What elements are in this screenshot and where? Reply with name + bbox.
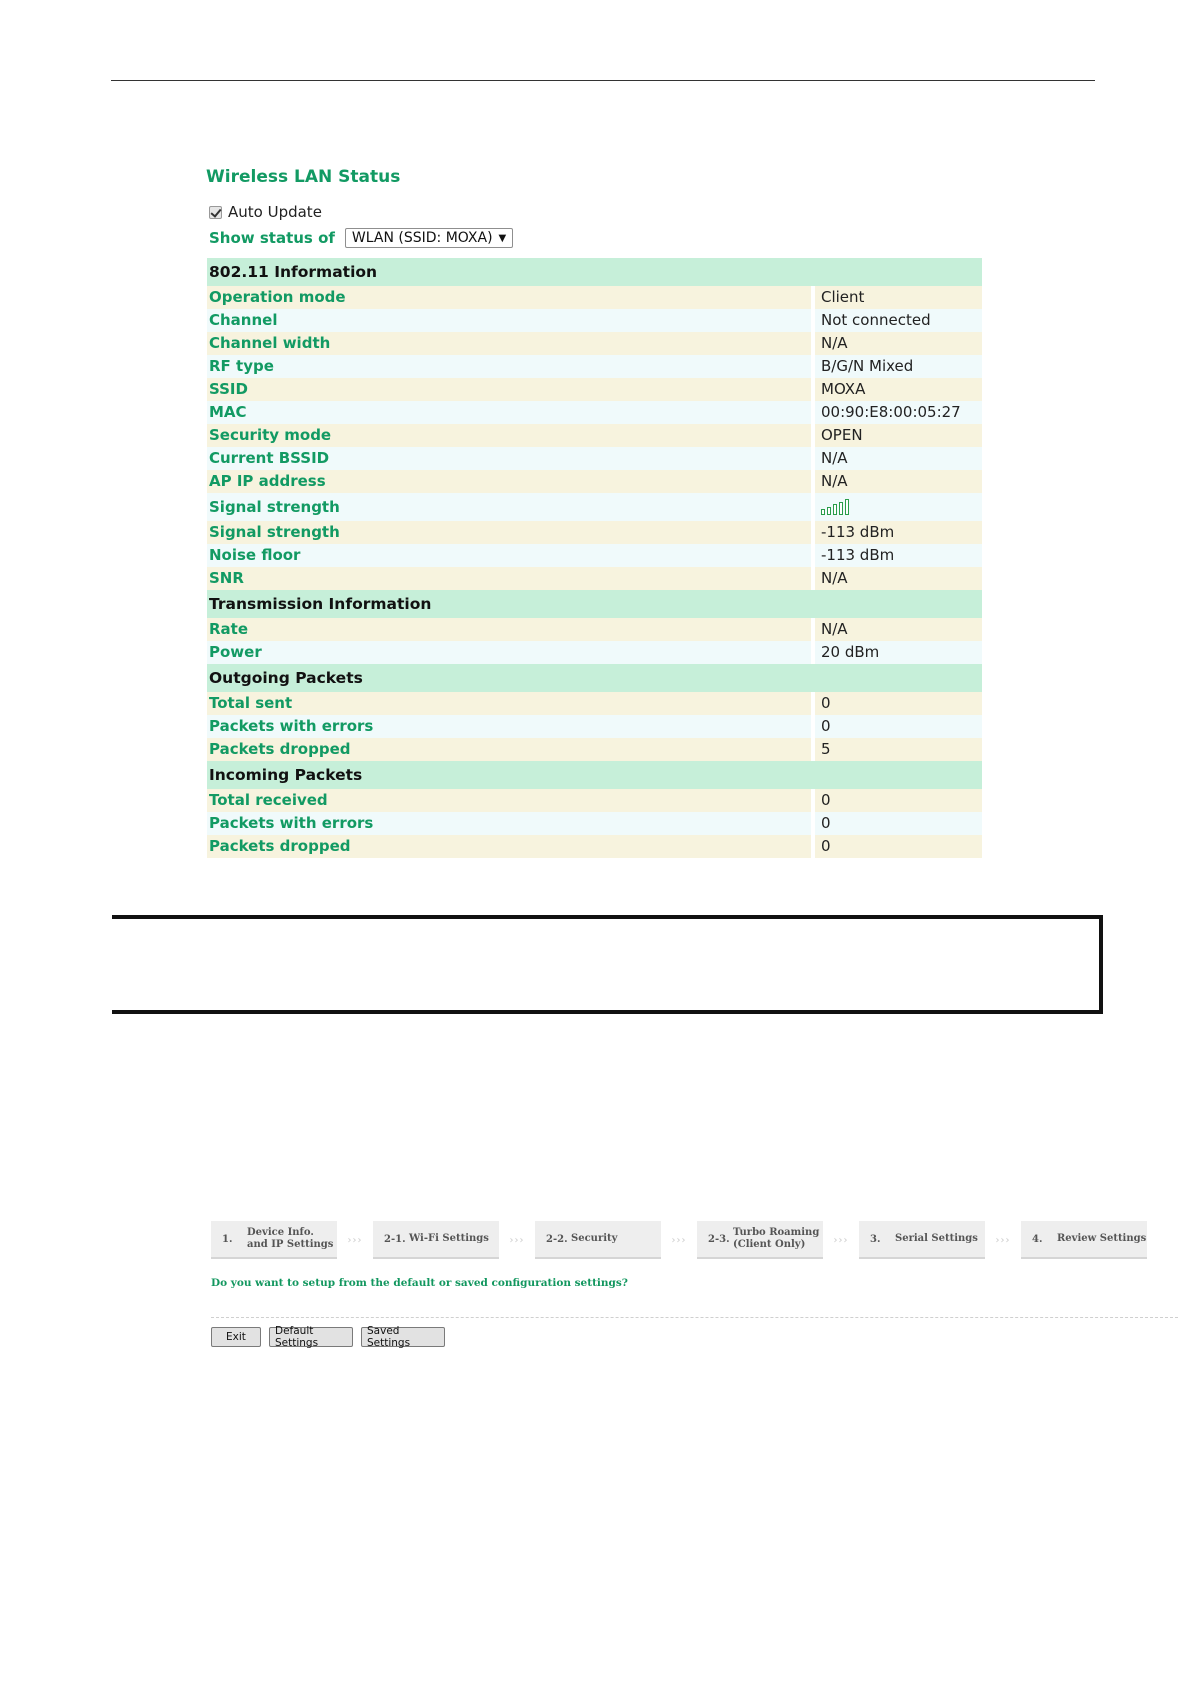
auto-update-checkbox[interactable]	[209, 206, 222, 219]
wizard-buttons	[211, 1327, 445, 1347]
show-status-row	[209, 228, 513, 248]
table-row	[207, 401, 982, 424]
row-value: 0	[813, 692, 982, 715]
wizard-step-number: 2-1.	[384, 1233, 406, 1245]
step-separator-icon: ›››	[509, 1234, 525, 1246]
row-value: MOXA	[813, 378, 982, 401]
table-row	[207, 332, 982, 355]
wizard-divider	[211, 1317, 1178, 1318]
row-value: OPEN	[813, 424, 982, 447]
row-value: 0	[813, 715, 982, 738]
step-separator-icon: ›››	[347, 1234, 363, 1246]
section-header-label: Incoming Packets	[207, 761, 982, 789]
row-key: Channel	[207, 309, 813, 332]
section-header	[207, 258, 982, 286]
row-key: Power	[207, 641, 813, 664]
wizard-step-label: Review Settings	[1057, 1233, 1147, 1244]
row-value: Client	[813, 286, 982, 309]
setup-wizard-steps	[211, 1221, 1147, 1259]
row-key: Noise floor	[207, 544, 813, 567]
section-header	[207, 664, 982, 692]
signal-bar	[827, 507, 831, 516]
wizard-step-number: 4.	[1032, 1233, 1043, 1245]
step-separator-icon: ›››	[995, 1234, 1011, 1246]
wizard-step[interactable]	[859, 1221, 985, 1259]
wizard-step-label: Turbo Roaming (Client Only)	[733, 1227, 820, 1250]
auto-update-option[interactable]	[209, 203, 322, 221]
row-value: 00:90:E8:00:05:27	[813, 401, 982, 424]
table-row	[207, 618, 982, 641]
wizard-step-label: Device Info. and IP Settings	[247, 1227, 334, 1250]
wizard-step-number: 1.	[222, 1233, 233, 1245]
row-key: Packets dropped	[207, 738, 813, 761]
row-value: 20 dBm	[813, 641, 982, 664]
table-row	[207, 378, 982, 401]
row-key: Total sent	[207, 692, 813, 715]
table-row	[207, 470, 982, 493]
wizard-step-label: Wi-Fi Settings	[409, 1233, 489, 1244]
table-row	[207, 447, 982, 470]
row-key: Operation mode	[207, 286, 813, 309]
row-value: N/A	[813, 332, 982, 355]
row-key: Packets with errors	[207, 715, 813, 738]
table-row	[207, 521, 982, 544]
row-key: Total received	[207, 789, 813, 812]
table-row	[207, 812, 982, 835]
row-value: 0	[813, 835, 982, 858]
page-top-rule	[111, 80, 1095, 81]
signal-bar	[845, 499, 849, 515]
row-value: 0	[813, 812, 982, 835]
wizard-step-number: 2-2.	[546, 1233, 568, 1245]
row-value: -113 dBm	[813, 544, 982, 567]
table-row	[207, 738, 982, 761]
section-header-label: 802.11 Information	[207, 258, 982, 286]
section-header	[207, 590, 982, 618]
wizard-step-label: Security	[571, 1233, 618, 1244]
row-value: N/A	[813, 567, 982, 590]
wizard-step[interactable]	[373, 1221, 499, 1259]
row-key: Signal strength	[207, 521, 813, 544]
show-status-select[interactable]	[345, 228, 513, 248]
row-key: Channel width	[207, 332, 813, 355]
signal-bars	[821, 499, 849, 515]
wlan-status-table	[207, 258, 982, 858]
row-key: AP IP address	[207, 470, 813, 493]
row-value: N/A	[813, 470, 982, 493]
show-status-label: Show status of	[209, 229, 335, 247]
section-header	[207, 761, 982, 789]
row-key: SNR	[207, 567, 813, 590]
note-box	[112, 915, 1103, 1014]
row-key: MAC	[207, 401, 813, 424]
table-row	[207, 567, 982, 590]
step-separator-icon: ›››	[671, 1234, 687, 1246]
wizard-step-label: Serial Settings	[895, 1233, 978, 1244]
table-row	[207, 309, 982, 332]
show-status-value: WLAN (SSID: MOXA)	[351, 230, 493, 246]
table-row	[207, 641, 982, 664]
signal-bar	[821, 509, 825, 515]
row-value: 5	[813, 738, 982, 761]
row-key: Signal strength	[207, 493, 813, 521]
wizard-step-number: 2-3.	[708, 1233, 730, 1245]
dropdown-arrow-icon: ▼	[498, 232, 507, 244]
wizard-question: Do you want to setup from the default or saved configuration settings?	[211, 1277, 628, 1289]
table-row	[207, 789, 982, 812]
row-key: Current BSSID	[207, 447, 813, 470]
table-row	[207, 692, 982, 715]
table-row	[207, 544, 982, 567]
wizard-step[interactable]	[535, 1221, 661, 1259]
signal-strength-bars-icon	[813, 493, 982, 521]
step-separator-icon: ›››	[833, 1234, 849, 1246]
row-key: Rate	[207, 618, 813, 641]
table-row	[207, 286, 982, 309]
wizard-step[interactable]	[1021, 1221, 1147, 1259]
exit-button[interactable]: Exit	[211, 1327, 261, 1347]
table-row	[207, 835, 982, 858]
row-value: -113 dBm	[813, 521, 982, 544]
saved-settings-button[interactable]: Saved Settings	[361, 1327, 445, 1347]
row-value: Not connected	[813, 309, 982, 332]
row-value: N/A	[813, 618, 982, 641]
section-header-label: Transmission Information	[207, 590, 982, 618]
wireless-lan-status-title: Wireless LAN Status	[206, 167, 401, 187]
section-header-label: Outgoing Packets	[207, 664, 982, 692]
signal-bar	[833, 504, 837, 515]
table-row	[207, 715, 982, 738]
auto-update-label: Auto Update	[228, 203, 322, 221]
row-key: Packets with errors	[207, 812, 813, 835]
row-key: Packets dropped	[207, 835, 813, 858]
table-row	[207, 493, 982, 521]
row-key: Security mode	[207, 424, 813, 447]
wizard-step[interactable]	[211, 1221, 337, 1259]
table-row	[207, 355, 982, 378]
signal-bar	[839, 502, 843, 516]
row-value: 0	[813, 789, 982, 812]
row-key: RF type	[207, 355, 813, 378]
wizard-step[interactable]	[697, 1221, 823, 1259]
default-settings-button[interactable]: Default Settings	[269, 1327, 353, 1347]
row-key: SSID	[207, 378, 813, 401]
row-value: B/G/N Mixed	[813, 355, 982, 378]
wizard-step-number: 3.	[870, 1233, 881, 1245]
table-row	[207, 424, 982, 447]
row-value: N/A	[813, 447, 982, 470]
